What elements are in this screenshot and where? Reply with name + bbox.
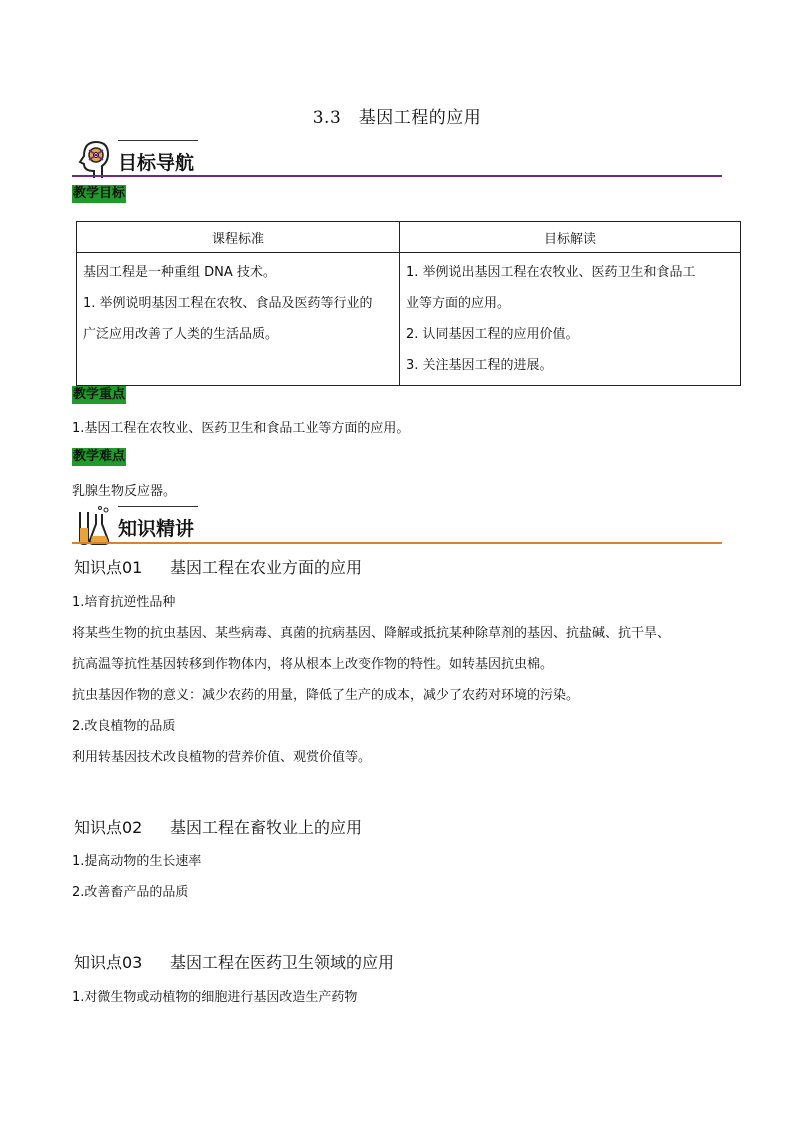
table-header-interpretation: 目标解读 [400,222,741,253]
table-header-row [77,222,741,253]
kp03-title: 基因工程在医药卫生领域的应用 [170,953,395,972]
knowledge-banner [72,502,722,550]
knowledge-rule [72,542,722,544]
key-point-text: 1.基因工程在农牧业、医药卫生和食品工业等方面的应用。 [72,421,410,436]
interpretation-line: 1. 举例说出基因工程在农牧业、医药卫生和食品工 [406,265,696,280]
knowledge-label: 知识精讲 [118,518,195,540]
kp03-number: 知识点03 [74,953,143,972]
standard-line: 广泛应用改善了人类的生活品质。 [83,327,279,342]
table-header-standard: 课程标准 [77,222,400,253]
table-row [77,253,741,386]
teaching-goal-tag: 教学目标 [73,186,126,201]
goal-nav-banner [72,136,722,184]
kp03-line: 1.对微生物或动植物的细胞进行基因改造生产药物 [72,990,358,1005]
banner-top-line [118,506,198,507]
goal-nav-rule [72,175,722,177]
goal-nav-label: 目标导航 [118,152,195,174]
kp01-line: 2.改良植物的品质 [72,719,176,734]
difficulty-text: 乳腺生物反应器。 [72,484,177,499]
kp01-line: 抗高温等抗性基因转移到作物体内，将从根本上改变作物的特性。如转基因抗虫棉。 [72,657,554,672]
head-gear-icon [72,138,112,180]
page-title: 3.3 基因工程的应用 [312,108,482,128]
kp01-number: 知识点01 [74,558,143,577]
kp03-body [72,982,732,1013]
kp01-line: 抗虫基因作物的意义：减少农药的用量，降低了生产的成本，减少了农药对环境的污染。 [72,688,580,703]
kp01-line: 将某些生物的抗虫基因、某些病毒、真菌的抗病基因、降解或抵抗某种除草剂的基因、抗盐碱、抗干旱、 [72,626,671,641]
kp02-line: 2.改善畜产品的品质 [72,885,189,900]
kp01-line: 1.培育抗逆性品种 [72,595,176,610]
standard-line: 1. 举例说明基因工程在农牧、食品及医药等行业的 [83,296,373,311]
teaching-key-tag: 教学重点 [73,387,126,402]
kp02-number: 知识点02 [74,818,143,837]
kp01-heading [74,555,362,578]
kp01-body [72,587,732,773]
interpretation-line: 3. 关注基因工程的进展。 [406,358,553,373]
kp02-body [72,846,732,908]
standards-table [76,221,741,386]
kp03-heading [74,950,394,973]
kp02-heading [74,815,362,838]
teaching-difficulty-tag: 教学难点 [73,449,126,464]
flask-icon [72,504,112,546]
interpretation-line: 2. 认同基因工程的应用价值。 [406,327,579,342]
interpretation-line: 业等方面的应用。 [406,296,511,311]
banner-top-line [118,140,198,141]
kp01-line: 利用转基因技术改良植物的营养价值、观赏价值等。 [72,750,372,765]
interpretation-cell [400,253,741,386]
standard-cell [77,253,400,386]
kp02-title: 基因工程在畜牧业上的应用 [170,818,363,837]
kp01-title: 基因工程在农业方面的应用 [170,558,363,577]
kp02-line: 1.提高动物的生长速率 [72,854,202,869]
standard-line: 基因工程是一种重组 DNA 技术。 [83,265,276,280]
